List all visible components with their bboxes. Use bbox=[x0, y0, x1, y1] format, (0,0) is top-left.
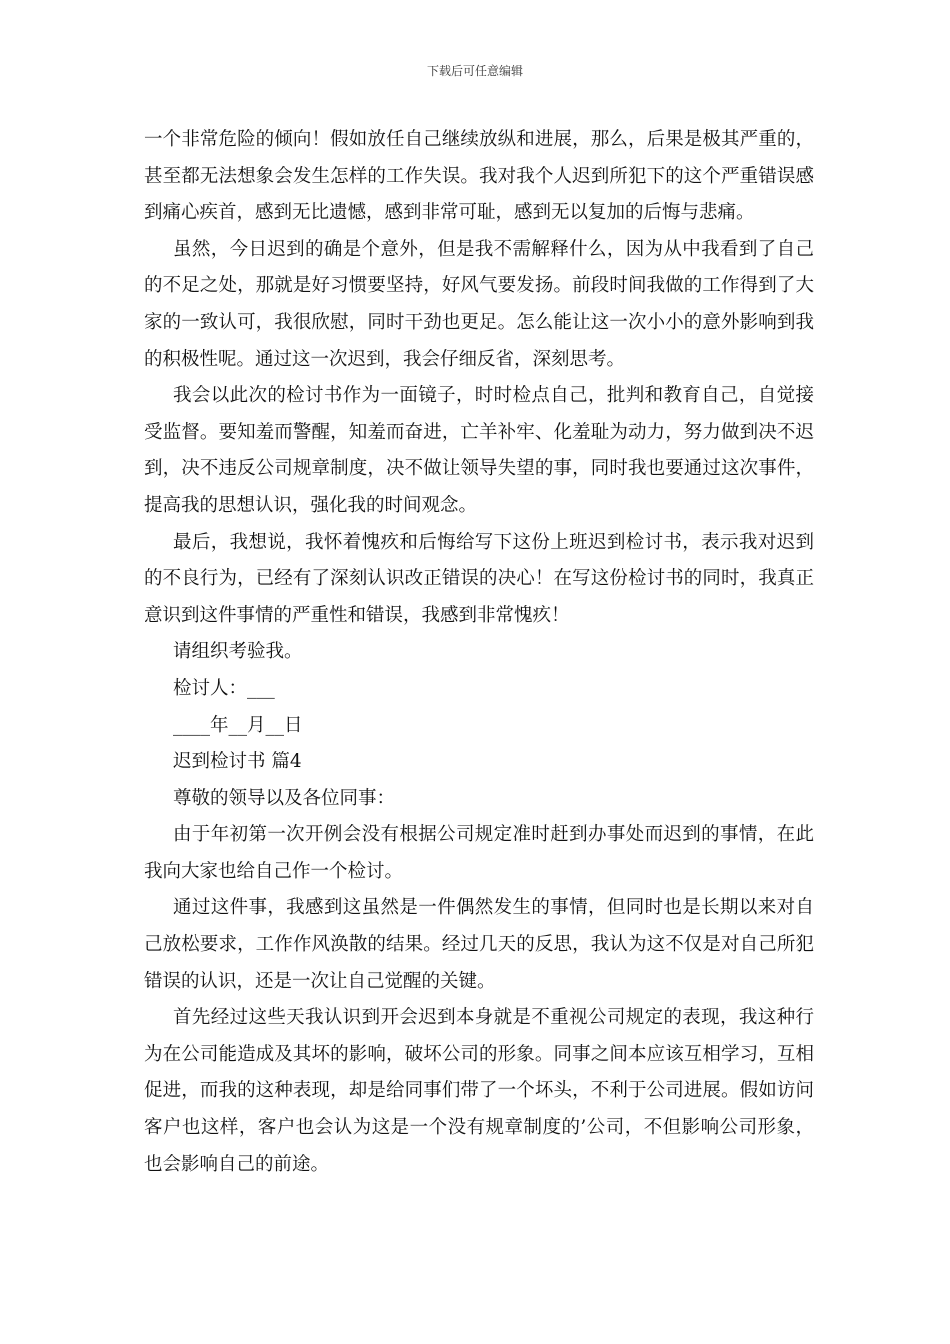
paragraph: 首先经过这些天我认识到开会迟到本身就是不重视公司规定的表现，我这种行为在公司能造成及其坏的影响，破坏公司的形象。同事之间本应该互相学习，互相促进，而我的这种表现，却是给同事们带了一个坏头，不利于公司进展。假如访问客户也这样，客户也会认为这是一个没有规章制度的’公司，不但影响公司形象，也会影响自己的前途。 bbox=[144, 1007, 814, 1175]
paragraph: 由于年初第一次开例会没有根据公司规定准时赶到办事处而迟到的事情，在此我向大家也给自己作一个检讨。 bbox=[144, 824, 814, 882]
paragraph: 一个非常危险的倾向！假如放任自己继续放纵和进展，那么，后果是极其严重的，甚至都无法想象会发生怎样的工作失误。我对我个人迟到所犯下的这个严重错误感到痛心疾首，感到无比遗憾，感到非常可耻，感到无以复加的后悔与悲痛。 bbox=[144, 129, 814, 224]
signature-line: 检讨人：___ bbox=[173, 677, 275, 699]
closing-request: 请组织考验我。 bbox=[173, 641, 303, 663]
salutation: 尊敬的领导以及各位同事： bbox=[173, 787, 396, 809]
paragraph: 我会以此次的检讨书作为一面镜子，时时检点自己，批判和教育自己，自觉接受监督。要知羞而警醒，知羞而奋进，亡羊补牢、化羞耻为动力，努力做到决不迟到，决不违反公司规章制度，决不做让领导失望的事，同时我也要通过这次事件，提高我的思想认识，强化我的时间观念。 bbox=[144, 385, 814, 516]
paragraph: 通过这件事，我感到这虽然是一件偶然发生的事情，但同时也是长期以来对自己放松要求，工作作风涣散的结果。经过几天的反思，我认为这不仅是对自己所犯错误的认识，还是一次让自己觉醒的关键。 bbox=[144, 897, 814, 992]
paragraph: 最后，我想说，我怀着愧疚和后悔给写下这份上班迟到检讨书，表示我对迟到的不良行为，已经有了深刻认识改正错误的决心！在写这份检讨书的同时，我真正意识到这件事情的严重性和错误，我感到非常愧疚！ bbox=[144, 531, 814, 626]
paragraph: 虽然，今日迟到的确是个意外，但是我不需解释什么，因为从中我看到了自己的不足之处，那就是好习惯要坚持，好风气要发扬。前段时间我做的工作得到了大家的一致认可，我很欣慰，同时干劲也更足。怎么能让这一次小小的意外影响到我的积极性呢。通过这一次迟到，我会仔细反省，深刻思考。 bbox=[144, 238, 814, 370]
section-title: 迟到检讨书 篇4 bbox=[173, 751, 302, 773]
date-line: ____年__月__日 bbox=[173, 714, 303, 736]
page-header: 下载后可任意编辑 bbox=[426, 64, 523, 78]
document-body bbox=[144, 122, 814, 1183]
